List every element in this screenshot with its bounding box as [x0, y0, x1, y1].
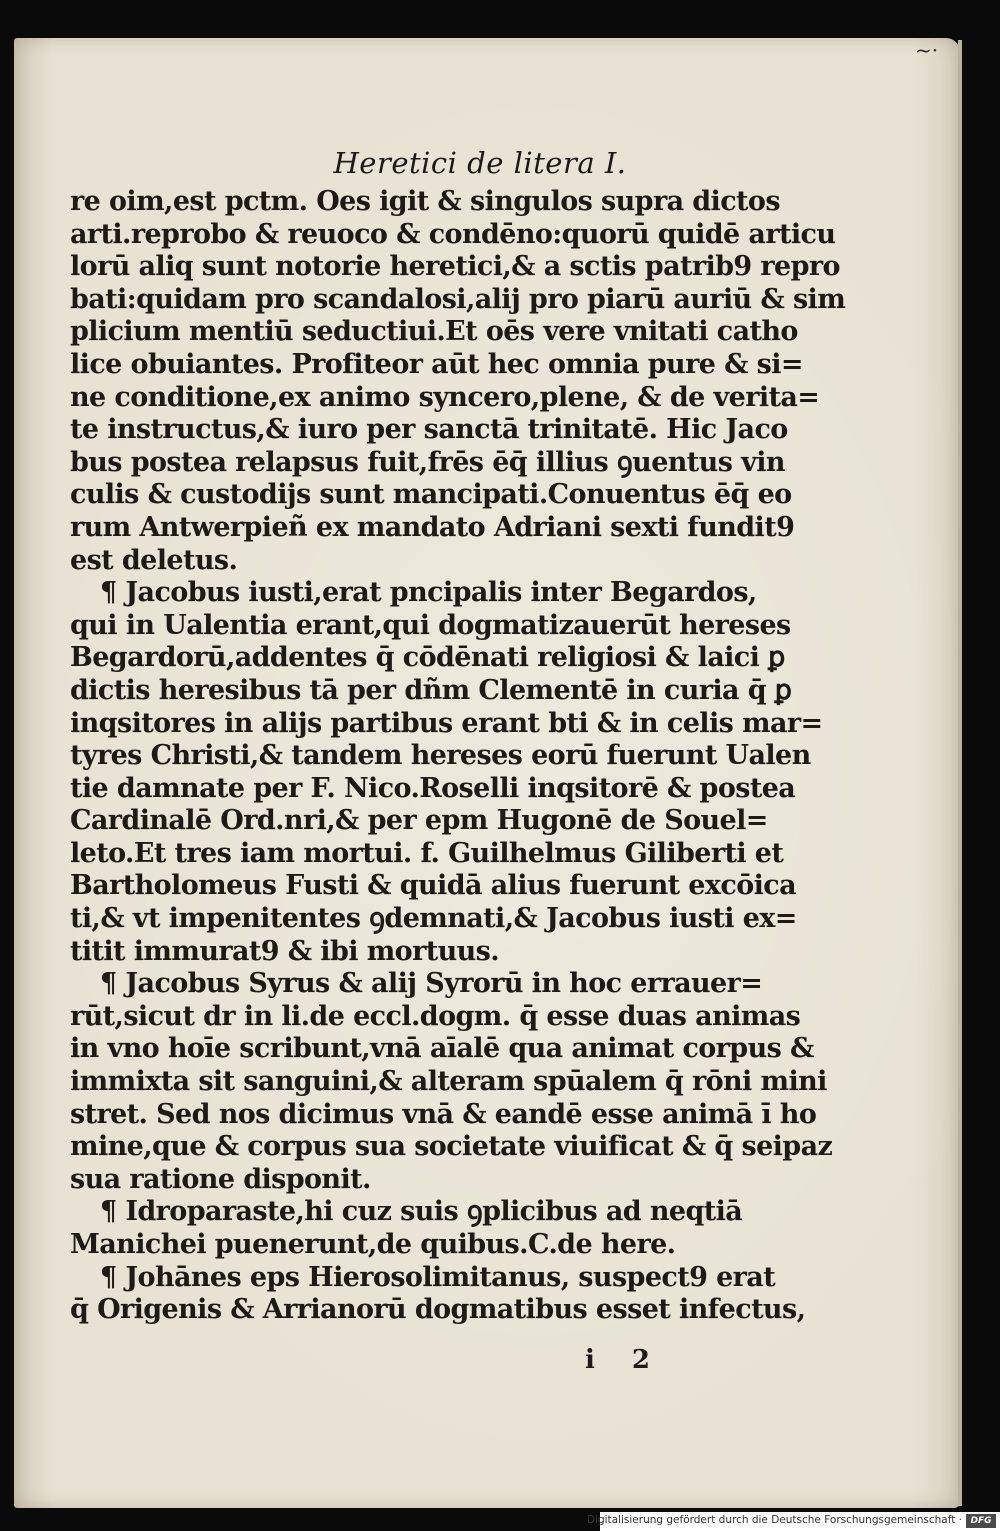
text-line: ne conditione,ex animo syncero,plene, & de verita= — [70, 381, 820, 413]
text-line: plicium mentiū seductiui.Et oēs vere vnitati catho — [70, 316, 798, 348]
text-line: arti.reprobo & reuoco & condēno:quorū quidē articu — [70, 218, 836, 250]
page-edge — [958, 40, 962, 1506]
text-line: immixta sit sanguini,& alteram spūalem q̄ rōni mini — [70, 1066, 827, 1098]
text-line: stret. Sed nos dicimus vnā & eandē esse animā ī ho — [70, 1098, 817, 1130]
text-line: in vno hoīe scribunt,vnā aīalē qua animat corpus & — [70, 1033, 814, 1065]
footer-bar — [586, 1512, 1000, 1531]
running-head: Heretici de litera I. — [333, 146, 627, 180]
text-line: ¶ Johānes eps Hierosolimitanus, suspect9 erat — [100, 1261, 776, 1293]
body-text — [70, 186, 846, 1327]
text-line: bus postea relapsus fuit,frēs ēq̄ illius ꝯuentus vin — [70, 446, 785, 478]
text-line: re oim,est pctm. Oes igit & singulos supra dictos — [70, 186, 780, 217]
text-line: ¶ Jacobus iusti,erat pncipalis inter Begardos, — [100, 577, 757, 609]
text-line: ¶ Jacobus Syrus & alij Syrorū in hoc errauer= — [100, 968, 763, 1000]
ink-mark: ~· — [915, 38, 939, 62]
text-line: est deletus. — [70, 544, 238, 576]
dfg-logo-icon: DFG — [966, 1514, 996, 1528]
text-line: lice obuiantes. Profiteor aūt hec omnia pure & si= — [70, 348, 803, 380]
text-line: lorū aliq sunt notorie heretici,& a sctis patrib9 repro — [70, 251, 840, 283]
text-line: titit immurat9 & ibi mortuus. — [70, 935, 500, 967]
signature-mark: i 2 — [585, 1345, 665, 1375]
text-line: Begardorū,addentes q̄ cōdēnati religiosi & laici ꝑ — [70, 642, 785, 674]
text-line: bati:quidam pro scandalosi,alij pro piarū auriū & sim — [70, 283, 846, 315]
text-line: mine,que & corpus sua societate viuificat & q̄ seipaz — [70, 1131, 833, 1163]
text-line: inqsitores in alijs partibus erant bti & in celis mar= — [70, 707, 823, 739]
text-line: sua ratione disponit. — [70, 1163, 371, 1195]
text-line: qui in Ualentia erant,qui dogmatizauerūt hereses — [70, 609, 791, 641]
text-line: Bartholomeus Fusti & quidā alius fuerunt excōica — [70, 870, 797, 902]
text-line: rum Antwerpieñ ex mandato Adriani sexti fundit9 — [70, 511, 795, 543]
text-line: ¶ Idroparaste,hi cuz suis ꝯplicibus ad neqtiā — [100, 1196, 743, 1228]
text-line: Cardinalē Ord.nri,& per epm Hugonē de Souel= — [70, 805, 768, 837]
text-line: Manichei puenerunt,de quibus.C.de here. — [70, 1229, 676, 1260]
text-line: culis & custodijs sunt mancipati.Conuentus ēq̄ eo — [70, 479, 792, 511]
text-line: leto.Et tres iam mortui. f. Guilhelmus Giliberti et — [70, 837, 784, 869]
text-line: dictis heresibus tā per dñm Clementē in curia q̄ ꝑ — [70, 674, 792, 706]
footer-credit: Digitalisierung gefördert durch die Deutsche Forschungsgemeinschaft · — [586, 1514, 962, 1526]
text-line: q̄ Origenis & Arrianorū dogmatibus esset infectus, — [70, 1294, 806, 1326]
text-line: tyres Christi,& tandem hereses eorū fuerunt Ualen — [70, 740, 811, 772]
text-line: tie damnate per F. Nico.Roselli inqsitorē & postea — [70, 772, 796, 804]
text-line: te instructus,& iuro per sanctā trinitatē. Hic Jaco — [70, 414, 788, 446]
text-line: ti,& vt impenitentes ꝯdemnati,& Jacobus iusti ex= — [70, 903, 797, 935]
text-block — [70, 140, 846, 1327]
text-line: rūt,sicut dr in li.de eccl.dogm. q̄ esse duas animas — [70, 1000, 801, 1032]
